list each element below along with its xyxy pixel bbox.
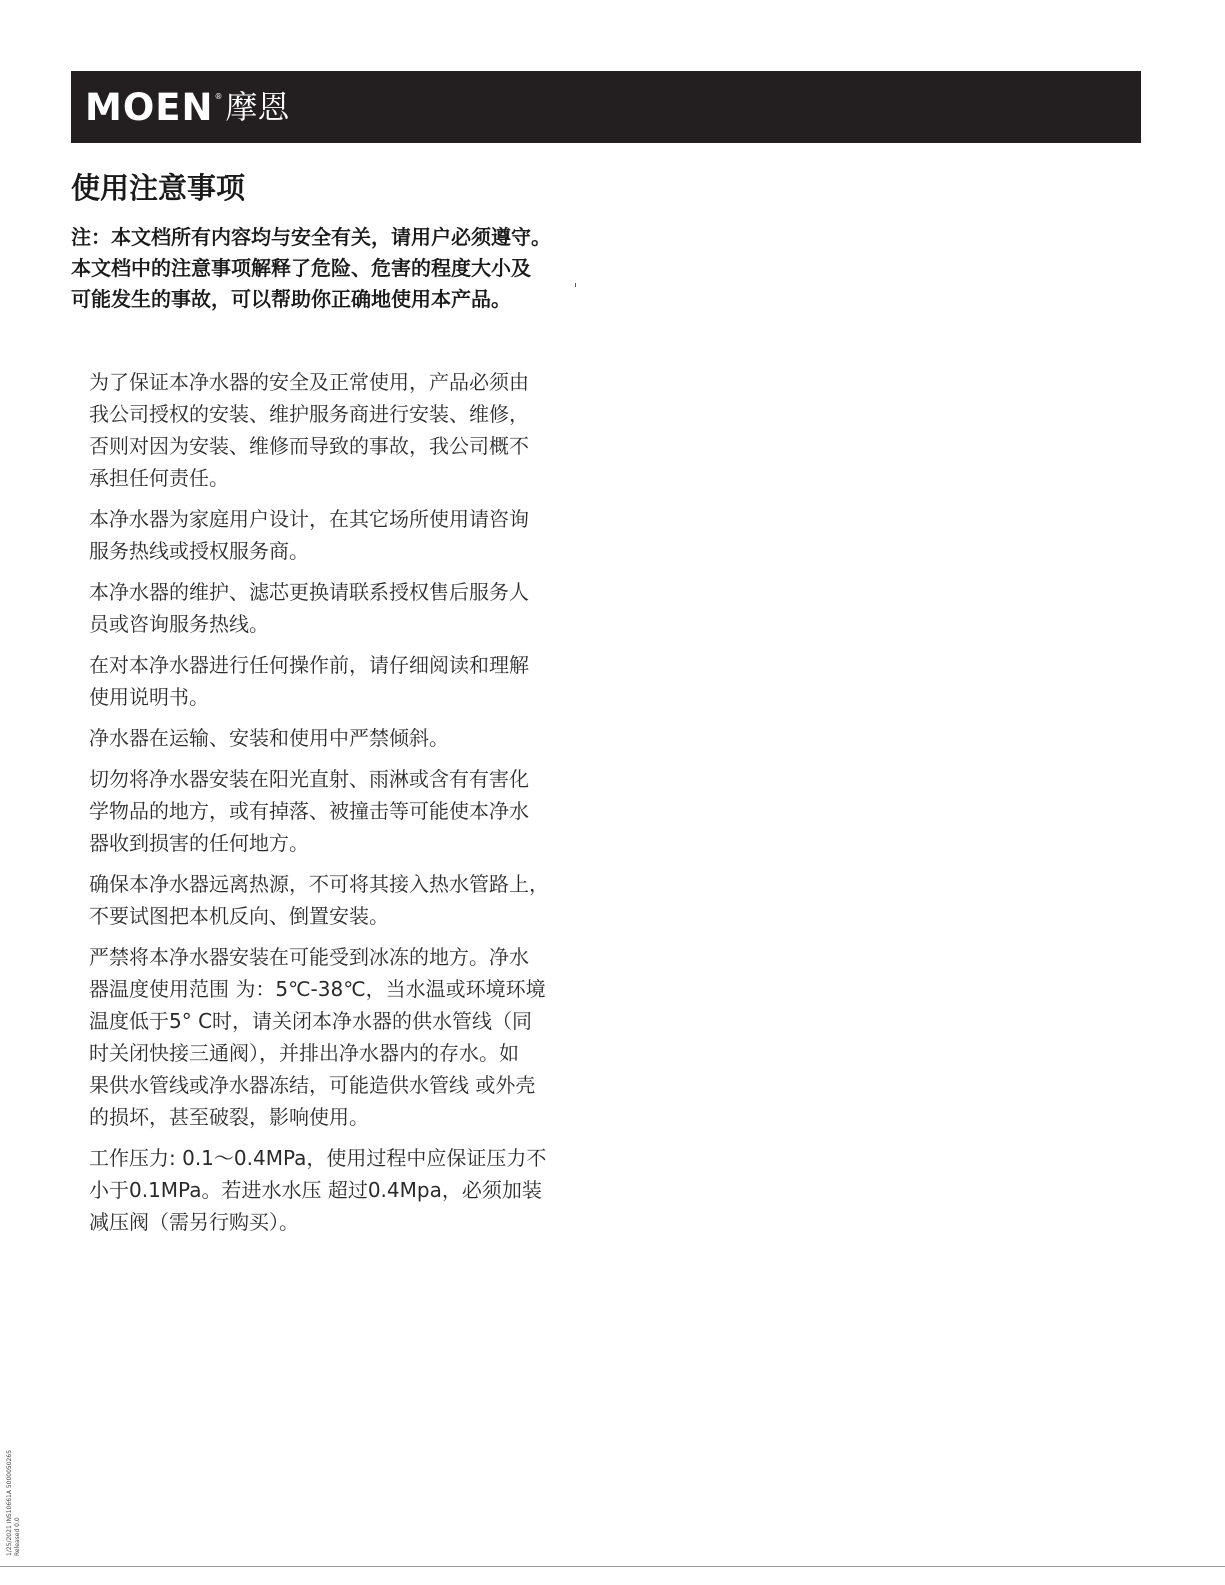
precaution-item: [89, 503, 609, 567]
moen-logo: [85, 85, 290, 129]
precaution-item: [89, 366, 609, 494]
precaution-line: 减压阀（需另行购买）。: [89, 1210, 299, 1234]
note-line: 注：本文档所有内容均与安全有关，请用户必须遵守。: [71, 225, 551, 249]
precaution-line: 为了保证本净水器的安全及正常使用，产品必须由: [89, 370, 529, 394]
precaution-line: 员或咨询服务热线。: [89, 612, 269, 636]
precaution-item: [89, 763, 609, 859]
precaution-item: [89, 941, 609, 1133]
note-line: 可能发生的事故，可以帮助你正确地使用本产品。: [71, 287, 511, 311]
precaution-line: 时关闭快接三通阀），并排出净水器内的存水。如: [89, 1041, 519, 1065]
precaution-line: 服务热线或授权服务商。: [89, 539, 309, 563]
precaution-item: [89, 868, 609, 932]
precaution-line: 净水器在运输、安装和使用中严禁倾斜。: [89, 726, 449, 750]
safety-note: [71, 222, 601, 315]
stray-mark: [575, 283, 576, 287]
precaution-line: 我公司授权的安装、维护服务商进行安装、维修，: [89, 402, 529, 426]
logo-chinese-name: 摩恩: [225, 88, 290, 126]
precaution-line: 温度低于5° C时，请关闭本净水器的供水管线（同: [89, 1009, 533, 1033]
precaution-line: 学物品的地方，或有掉落、被撞击等可能使本净水: [89, 799, 529, 823]
precaution-line: 本净水器的维护、滤芯更换请联系授权售后服务人: [89, 580, 529, 604]
precaution-item: [89, 722, 609, 754]
note-line: 本文档中的注意事项解释了危险、危害的程度大小及: [71, 256, 531, 280]
document-code: [4, 1449, 28, 1558]
precaution-item: [89, 1142, 609, 1238]
precaution-line: 使用说明书。: [89, 685, 209, 709]
precaution-line: 工作压力: 0.1～0.4MPa，使用过程中应保证压力不: [89, 1146, 547, 1170]
precaution-line: 本净水器为家庭用户设计，在其它场所使用请咨询: [89, 507, 529, 531]
logo-wordmark: MOEN: [85, 85, 214, 129]
precaution-line: 的损坏，甚至破裂，影响使用。: [89, 1105, 369, 1129]
page-title: 使用注意事项: [71, 171, 246, 205]
precautions-list: [89, 366, 609, 1247]
precaution-item: [89, 649, 609, 713]
document-code-line: 1/25/2021 INS10661A 5000050265: [6, 1449, 13, 1556]
precaution-line: 切勿将净水器安装在阳光直射、雨淋或含有有害化: [89, 767, 529, 791]
precaution-line: 果供水管线或净水器冻结，可能造供水管线 或外壳: [89, 1073, 536, 1097]
bottom-rule: [0, 1566, 1225, 1567]
precaution-item: [89, 576, 609, 640]
header-bar: [71, 71, 1141, 143]
precaution-line: 小于0.1MPa。若进水水压 超过0.4Mpa，必须加装: [89, 1178, 542, 1202]
precaution-line: 确保本净水器远离热源，不可将其接入热水管路上，: [89, 872, 549, 896]
precaution-line: 在对本净水器进行任何操作前，请仔细阅读和理解: [89, 653, 529, 677]
precaution-line: 器温度使用范围 为：5℃-38℃，当水温或环境环境: [89, 977, 546, 1001]
precaution-line: 否则对因为安装、维修而导致的事故，我公司概不: [89, 434, 529, 458]
precaution-line: 承担任何责任。: [89, 466, 229, 490]
precaution-line: 不要试图把本机反向、倒置安装。: [89, 904, 389, 928]
registered-mark: ®: [214, 92, 223, 101]
document-code-line: Released 0.0: [14, 1517, 21, 1556]
precaution-line: 器收到损害的任何地方。: [89, 831, 309, 855]
precaution-line: 严禁将本净水器安装在可能受到冰冻的地方。净水: [89, 945, 529, 969]
